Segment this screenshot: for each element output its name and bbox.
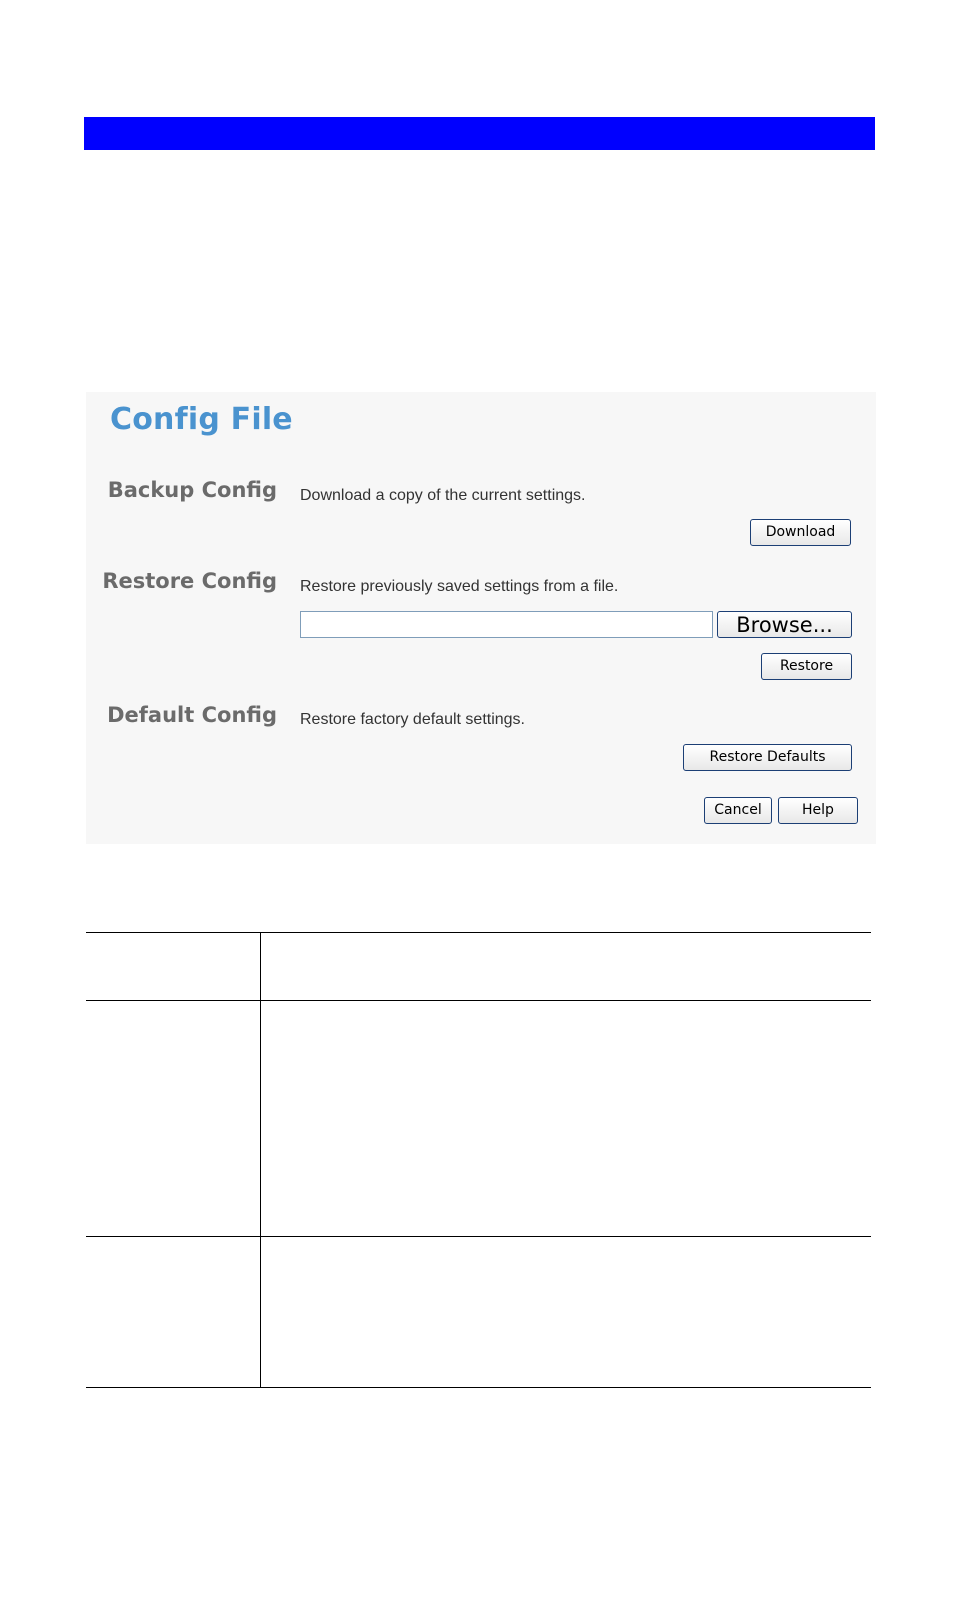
download-button[interactable]: Download bbox=[750, 519, 851, 546]
backup-config-label: Backup Config bbox=[107, 478, 277, 502]
help-button[interactable]: Help bbox=[778, 797, 858, 824]
page-title: Config File bbox=[110, 402, 293, 437]
table-cell bbox=[261, 933, 872, 1001]
backup-config-description: Download a copy of the current settings. bbox=[300, 487, 586, 504]
restore-button[interactable]: Restore bbox=[761, 653, 852, 680]
config-file-panel bbox=[86, 392, 876, 844]
restore-defaults-button[interactable]: Restore Defaults bbox=[683, 744, 852, 771]
restore-config-label: Restore Config bbox=[102, 569, 277, 593]
table-cell bbox=[86, 1237, 261, 1388]
restore-file-input[interactable] bbox=[300, 611, 713, 638]
top-header-bar bbox=[84, 117, 875, 150]
description-table bbox=[86, 932, 871, 1388]
default-config-description: Restore factory default settings. bbox=[300, 711, 525, 728]
table-row bbox=[86, 1237, 871, 1388]
table-row bbox=[86, 933, 871, 1001]
browse-button[interactable]: Browse... bbox=[717, 611, 852, 638]
table-cell bbox=[261, 1237, 872, 1388]
table-cell bbox=[261, 1001, 872, 1237]
table-row bbox=[86, 1001, 871, 1237]
restore-config-description: Restore previously saved settings from a file. bbox=[300, 578, 619, 595]
cancel-button[interactable]: Cancel bbox=[704, 797, 772, 824]
table-cell bbox=[86, 1001, 261, 1237]
default-config-label: Default Config bbox=[107, 703, 277, 727]
table-cell bbox=[86, 933, 261, 1001]
